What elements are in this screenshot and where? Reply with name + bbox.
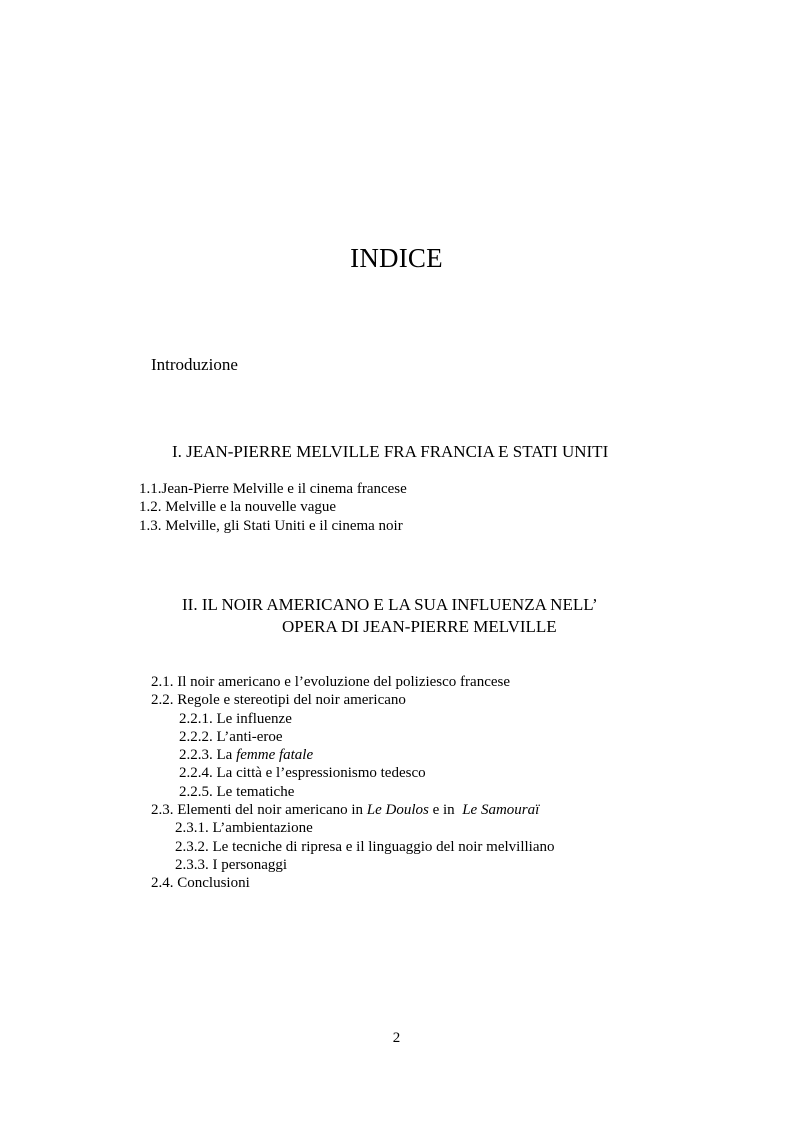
toc-item-1-3: 1.3. Melville, gli Stati Uniti e il cinema noir [139,517,403,534]
toc-item-2-3-prefix: 2.3. Elementi del noir americano in [151,802,367,819]
toc-item-1-1: 1.1.Jean-Pierre Melville e il cinema francese [139,481,407,497]
toc-item-2-2-5: 2.2.5. Le tematiche [179,783,295,800]
toc-item-2-2-1: 2.2.1. Le influenze [179,710,292,727]
chapter-1-heading: I. JEAN-PIERRE MELVILLE FRA FRANCIA E STATI UNITI [172,442,609,461]
chapter-2-heading-line-2: OPERA DI JEAN-PIERRE MELVILLE [282,617,557,636]
chapter-1-list [139,480,407,535]
toc-item-2-2-3-prefix: 2.2.3. La [179,747,237,764]
toc-item-2-2-4: 2.2.4. La città e l’espressionismo tedesco [179,765,426,782]
toc-item-2-3-2: 2.3.2. Le tecniche di ripresa e il linguaggio del noir melvilliano [175,838,555,855]
toc-item-2-2-2: 2.2.2. L’anti-eroe [179,728,283,745]
toc-item-2-4: 2.4. Conclusioni [151,875,250,892]
toc-item-2-1: 2.1. Il noir americano e l’evoluzione del poliziesco francese [151,674,511,690]
toc-item-2-3-title-2: Le Samouraï [462,802,540,819]
chapter-2-heading-line-1: II. IL NOIR AMERICANO E LA SUA INFLUENZA NELL’ [182,595,598,614]
toc-introduction: Introduzione [151,355,238,374]
toc-item-2-2-3-italic: femme fatale [236,747,314,764]
toc-item-2-3-mid: e in [428,802,463,819]
toc-item-2-3 [151,801,554,819]
toc-item-2-2: 2.2. Regole e stereotipi del noir americano [151,692,406,709]
toc-item-2-3-1: 2.3.1. L’ambientazione [175,820,313,837]
page-number: 2 [392,1030,401,1046]
toc-item-1-2: 1.2. Melville e la nouvelle vague [139,499,337,516]
chapter-2-list [151,673,554,893]
toc-item-2-3-3: 2.3.3. I personaggi [175,856,288,873]
toc-item-2-3-title-1: Le Doulos [366,802,429,819]
toc-item-2-2-3 [151,746,554,764]
page-title: INDICE [350,243,443,273]
